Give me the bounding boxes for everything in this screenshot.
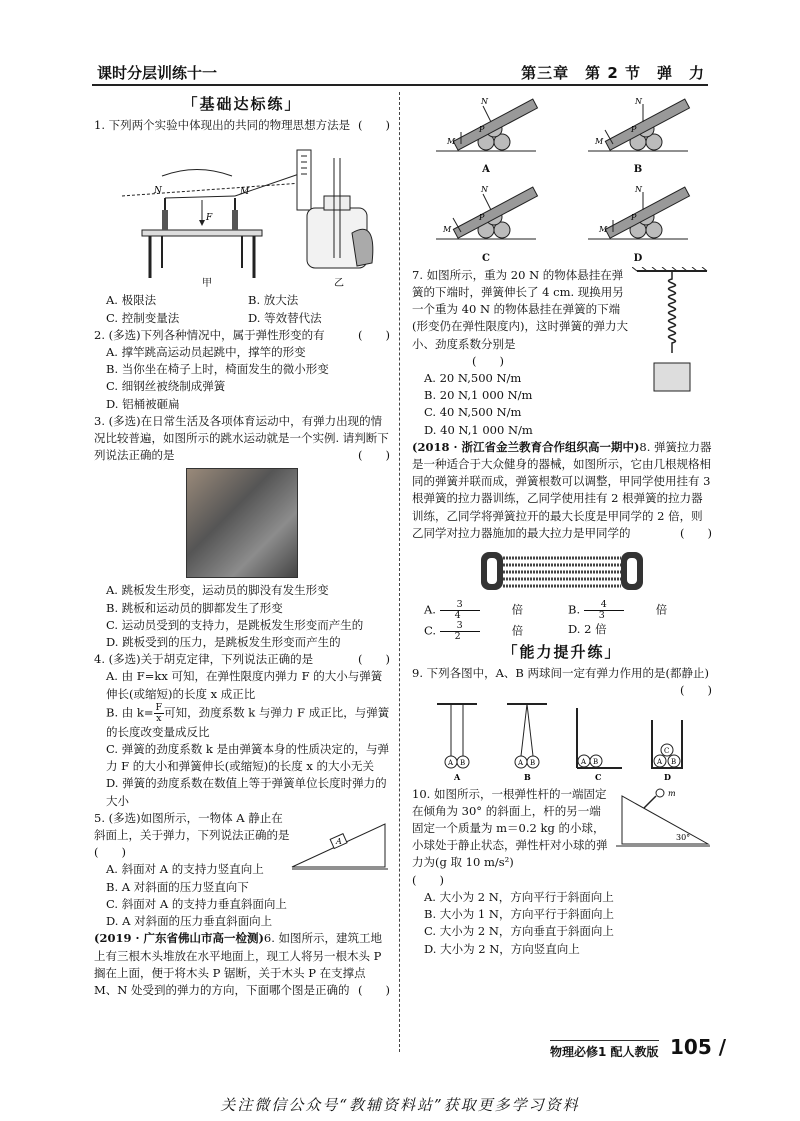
q3-diving-photo bbox=[186, 468, 298, 578]
q10-option-c[interactable]: C. 大小为 2 N，方向垂直于斜面向上 bbox=[424, 924, 614, 939]
svg-text:P: P bbox=[631, 125, 637, 134]
q1-option-d[interactable]: D. 等效替代法 bbox=[248, 310, 322, 325]
q3-option-d[interactable]: D. 跳板受到的压力，是跳板发生形变而产生的 bbox=[106, 635, 341, 650]
q7-spring-figure bbox=[632, 267, 712, 407]
question-1 bbox=[94, 117, 390, 327]
q3-stem: 3. (多选)在日常生活及各项体育运动中，有弹力出现的情况比较普遍，如图所示的跳水运动就是一个实例. 请判断下列说法正确的是 bbox=[94, 413, 389, 463]
q8-source: (2018 · 浙江省金兰教育合作组织高一期中) bbox=[412, 439, 640, 454]
q3-option-c[interactable]: C. 运动员受到的支持力，是跳板发生形变而产生的 bbox=[106, 617, 364, 632]
q7-option-c[interactable]: C. 40 N,500 N/m bbox=[424, 405, 522, 420]
q8-option-b[interactable]: B. $\frac{4}{3}$ 倍 bbox=[568, 599, 668, 622]
q2-option-a[interactable]: A. 撑竿跳高运动员起跳中，撑竿的形变 bbox=[106, 345, 306, 360]
footer-book-label: 物理必修1 配人教版 bbox=[550, 1040, 659, 1060]
q4-answer-paren: ( ) bbox=[358, 652, 390, 667]
svg-text:M: M bbox=[595, 137, 604, 146]
q5-option-c[interactable]: C. 斜面对 A 的支持力垂直斜面向上 bbox=[106, 896, 287, 911]
q7-stem: 7. 如图所示，重为 20 N 的物体悬挂在弹簧的下端时，弹簧伸长了 4 cm. 现换用另一个重为 40 N 的物体悬挂在弹簧的下端(形变仍在弹性限度内)，这时弹簧的弹力大小、劲度系数分别是 bbox=[412, 267, 628, 351]
q4-option-a[interactable]: A. 由 F=kx 可知，在弹性限度内弹力 F 的大小与弹簧伸长(或缩短)的长度 x 成正比 bbox=[106, 669, 383, 701]
q3-option-a[interactable]: A. 跳板发生形变，运动员的脚没有发生形变 bbox=[106, 583, 329, 598]
q1-label-jia: 甲 bbox=[202, 278, 212, 289]
svg-text:N: N bbox=[635, 97, 642, 106]
svg-text:A: A bbox=[518, 758, 524, 767]
svg-text:A: A bbox=[448, 758, 454, 767]
svg-text:30°: 30° bbox=[676, 832, 691, 842]
q5-incline-figure bbox=[290, 812, 390, 872]
q7-option-a[interactable]: A. 20 N,500 N/m bbox=[424, 371, 522, 386]
q2-answer-paren: ( ) bbox=[358, 327, 390, 342]
question-9 bbox=[412, 665, 712, 781]
q9-answer-paren: ( ) bbox=[680, 683, 712, 698]
question-5 bbox=[94, 810, 390, 930]
svg-text:B: B bbox=[671, 757, 677, 766]
q5-answer-paren: ( ) bbox=[94, 845, 126, 860]
svg-text:P: P bbox=[479, 213, 485, 223]
q1-figure-a-table bbox=[122, 150, 311, 288]
q8-answer-paren: ( ) bbox=[680, 525, 712, 540]
q1-figure-b-bottle bbox=[307, 158, 373, 288]
svg-text:m: m bbox=[668, 788, 676, 798]
svg-text:C: C bbox=[595, 771, 602, 782]
q9-figure-d bbox=[652, 720, 682, 782]
q2-stem: 2. (多选)下列各种情况中，属于弹性形变的有 bbox=[94, 327, 325, 342]
q1-label-f: F bbox=[206, 213, 213, 224]
q10-option-b[interactable]: B. 大小为 1 N，方向平行于斜面向上 bbox=[424, 907, 614, 922]
q6-figure-c-caption: C bbox=[482, 252, 490, 264]
q6-figure-a[interactable] bbox=[431, 94, 541, 178]
q1-option-a[interactable]: A. 极限法 bbox=[106, 293, 157, 308]
q3-option-b[interactable]: B. 跳板和运动员的脚都发生了形变 bbox=[106, 600, 283, 615]
q1-option-b[interactable]: B. 放大法 bbox=[248, 293, 299, 308]
q10-option-d[interactable]: D. 大小为 2 N，方向竖直向上 bbox=[424, 941, 580, 956]
q1-options bbox=[94, 292, 390, 326]
q1-figure bbox=[102, 138, 382, 288]
q4-option-b-prefix: B. 由 k= bbox=[106, 705, 154, 720]
question-7 bbox=[412, 267, 712, 439]
q4-option-b[interactable] bbox=[94, 703, 390, 741]
question-10 bbox=[412, 786, 712, 958]
q3-answer-paren: ( ) bbox=[358, 448, 390, 463]
q9-figure-a bbox=[437, 704, 477, 782]
q4-option-d[interactable]: D. 弹簧的劲度系数在数值上等于弹簧单位长度时弹力的大小 bbox=[106, 776, 387, 808]
footer-note: 关注微信公众号“教辅资料站”获取更多学习资料 bbox=[220, 1096, 580, 1114]
q6-figures bbox=[412, 94, 712, 267]
question-8 bbox=[412, 439, 712, 642]
svg-text:N: N bbox=[481, 185, 488, 195]
q9-figure-c bbox=[577, 708, 622, 782]
question-3 bbox=[94, 413, 390, 651]
q2-option-c[interactable]: C. 细钢丝被绕制成弹簧 bbox=[106, 379, 226, 394]
q6-answer-paren: ( ) bbox=[358, 982, 390, 997]
q10-stem: 10. 如图所示，一根弹性杆的一端固定在倾角为 30° 的斜面上，杆的另一端固定一个质量为 m＝0.2 kg 的小球，小球处于静止状态，弹性杆对小球的弹力为(g 取 10 m/s²) bbox=[412, 786, 608, 870]
q6-figure-c[interactable] bbox=[431, 182, 541, 266]
svg-text:D: D bbox=[664, 771, 671, 782]
q5-block-label: A bbox=[336, 836, 342, 846]
q5-option-d[interactable]: D. A 对斜面的压力垂直斜面向上 bbox=[106, 914, 273, 929]
q6-figure-b-caption: B bbox=[633, 164, 643, 176]
q1-label-n: N bbox=[154, 186, 162, 197]
left-column bbox=[94, 94, 390, 999]
q6-figure-d[interactable] bbox=[583, 182, 693, 266]
q8-option-a[interactable]: A. $\frac{3}{4}$ 倍 bbox=[424, 599, 524, 622]
q5-stem: 5. (多选)如图所示，一物体 A 静止在斜面上，关于弹力，下列说法正确的是 bbox=[94, 810, 290, 843]
q10-answer-paren: ( ) bbox=[412, 872, 444, 887]
q4-option-b-fraction: $\frac{F}{x}$ bbox=[155, 701, 163, 724]
question-4 bbox=[94, 651, 390, 810]
q2-option-b[interactable]: B. 当你坐在椅子上时，椅面发生的微小形变 bbox=[106, 362, 329, 377]
right-column bbox=[412, 94, 712, 958]
q1-label-yi: 乙 bbox=[334, 278, 344, 289]
q8-option-c[interactable]: C. $\frac{3}{2}$ 倍 bbox=[424, 620, 524, 643]
svg-text:A: A bbox=[581, 757, 587, 766]
svg-text:M: M bbox=[447, 137, 456, 146]
q4-option-c[interactable]: C. 弹簧的劲度系数 k 是由弹簧本身的性质决定的，与弹力 F 的大小和弹簧伸长(或缩短)的长度 x 的大小无关 bbox=[106, 742, 389, 774]
q4-stem: 4. (多选)关于胡克定律，下列说法正确的是 bbox=[94, 652, 314, 667]
q10-option-a[interactable]: A. 大小为 2 N，方向平行于斜面向上 bbox=[424, 889, 614, 904]
svg-text:N: N bbox=[635, 185, 642, 195]
svg-text:B: B bbox=[524, 771, 531, 782]
q6-stem: 6. 如图所示，建筑工地上有三根木头堆放在水平地面上，现工人将另一根木头 P 搁在上面，便于将木头 P 锯断，关于木头 P 在支撑点 M、N 处受到的弹力的方向，下面哪个图是正确的 bbox=[94, 931, 383, 997]
svg-text:B: B bbox=[460, 758, 466, 767]
q10-incline-figure bbox=[612, 786, 712, 852]
q5-option-a[interactable]: A. 斜面对 A 的支持力竖直向上 bbox=[106, 862, 264, 877]
svg-text:M: M bbox=[599, 225, 608, 235]
q4-option-b-text: 可知，劲度系数 k 与弹力 F 成正比，与弹簧的长度改变量成反比 bbox=[106, 705, 390, 739]
section-advanced-title: 「能力提升练」 bbox=[502, 643, 622, 662]
header-rule bbox=[92, 84, 708, 86]
question-2 bbox=[94, 327, 390, 413]
svg-text:A: A bbox=[657, 757, 663, 766]
q8-stem: 8. 弹簧拉力器是一种适合于大众健身的器械，如图所示，它由几根规格相同的弹簧并联而成，弹簧根数可以调整，甲同学使用挂有 3 根弹簧的拉力器训练，乙同学使用挂有 2 根弹簧的拉力器训练，乙同学将弹簧拉开的最大长度是甲同学的 2 倍，则乙同学对拉力器施加的最大拉力是甲同学的 bbox=[412, 439, 712, 540]
q9-figure-b bbox=[507, 704, 547, 782]
svg-text:C: C bbox=[664, 746, 670, 755]
section-basic-title: 「基础达标练」 bbox=[182, 95, 302, 113]
svg-text:P: P bbox=[631, 213, 637, 223]
q7-answer-paren: ( ) bbox=[472, 353, 504, 368]
q6-figure-a-caption: A bbox=[482, 164, 490, 176]
q8-chest-expander-figure bbox=[477, 546, 647, 596]
svg-text:M: M bbox=[443, 225, 452, 235]
q9-stem: 9. 下列各图中，A、B 两球间一定有弹力作用的是(都静止) bbox=[412, 666, 710, 681]
q5-option-b[interactable]: B. A 对斜面的压力竖直向下 bbox=[106, 879, 249, 894]
svg-text:B: B bbox=[530, 758, 536, 767]
svg-text:P: P bbox=[479, 125, 485, 134]
q8-options bbox=[412, 600, 712, 642]
question-6 bbox=[94, 930, 390, 999]
q7-option-d[interactable]: D. 40 N,1 000 N/m bbox=[424, 422, 533, 437]
svg-text:A: A bbox=[454, 771, 461, 782]
q1-label-m: M bbox=[240, 187, 250, 198]
header-title: 课时分层训练十一 bbox=[97, 64, 218, 82]
page-number: 105 / bbox=[670, 1035, 727, 1059]
q2-option-d[interactable]: D. 铝桶被砸扁 bbox=[106, 396, 180, 411]
column-divider bbox=[399, 92, 400, 1052]
q1-option-c[interactable]: C. 控制变量法 bbox=[106, 310, 180, 325]
q6-source: (2019 · 广东省佛山市高一检测) bbox=[94, 931, 264, 946]
q6-figure-d-caption: D bbox=[633, 252, 643, 264]
q1-stem: 1. 下列两个实验中体现出的共同的物理思想方法是 bbox=[94, 118, 351, 133]
q1-answer-paren: ( ) bbox=[358, 118, 390, 133]
q7-option-b[interactable]: B. 20 N,1 000 N/m bbox=[424, 388, 533, 403]
header-chapter: 第三章 第 2 节 弹 力 bbox=[521, 64, 705, 82]
q6-figure-b[interactable] bbox=[583, 94, 693, 178]
q8-option-d[interactable]: D. 2 倍 bbox=[568, 622, 607, 637]
svg-text:B: B bbox=[593, 757, 599, 766]
q9-figures bbox=[417, 700, 707, 782]
svg-text:N: N bbox=[481, 97, 488, 106]
